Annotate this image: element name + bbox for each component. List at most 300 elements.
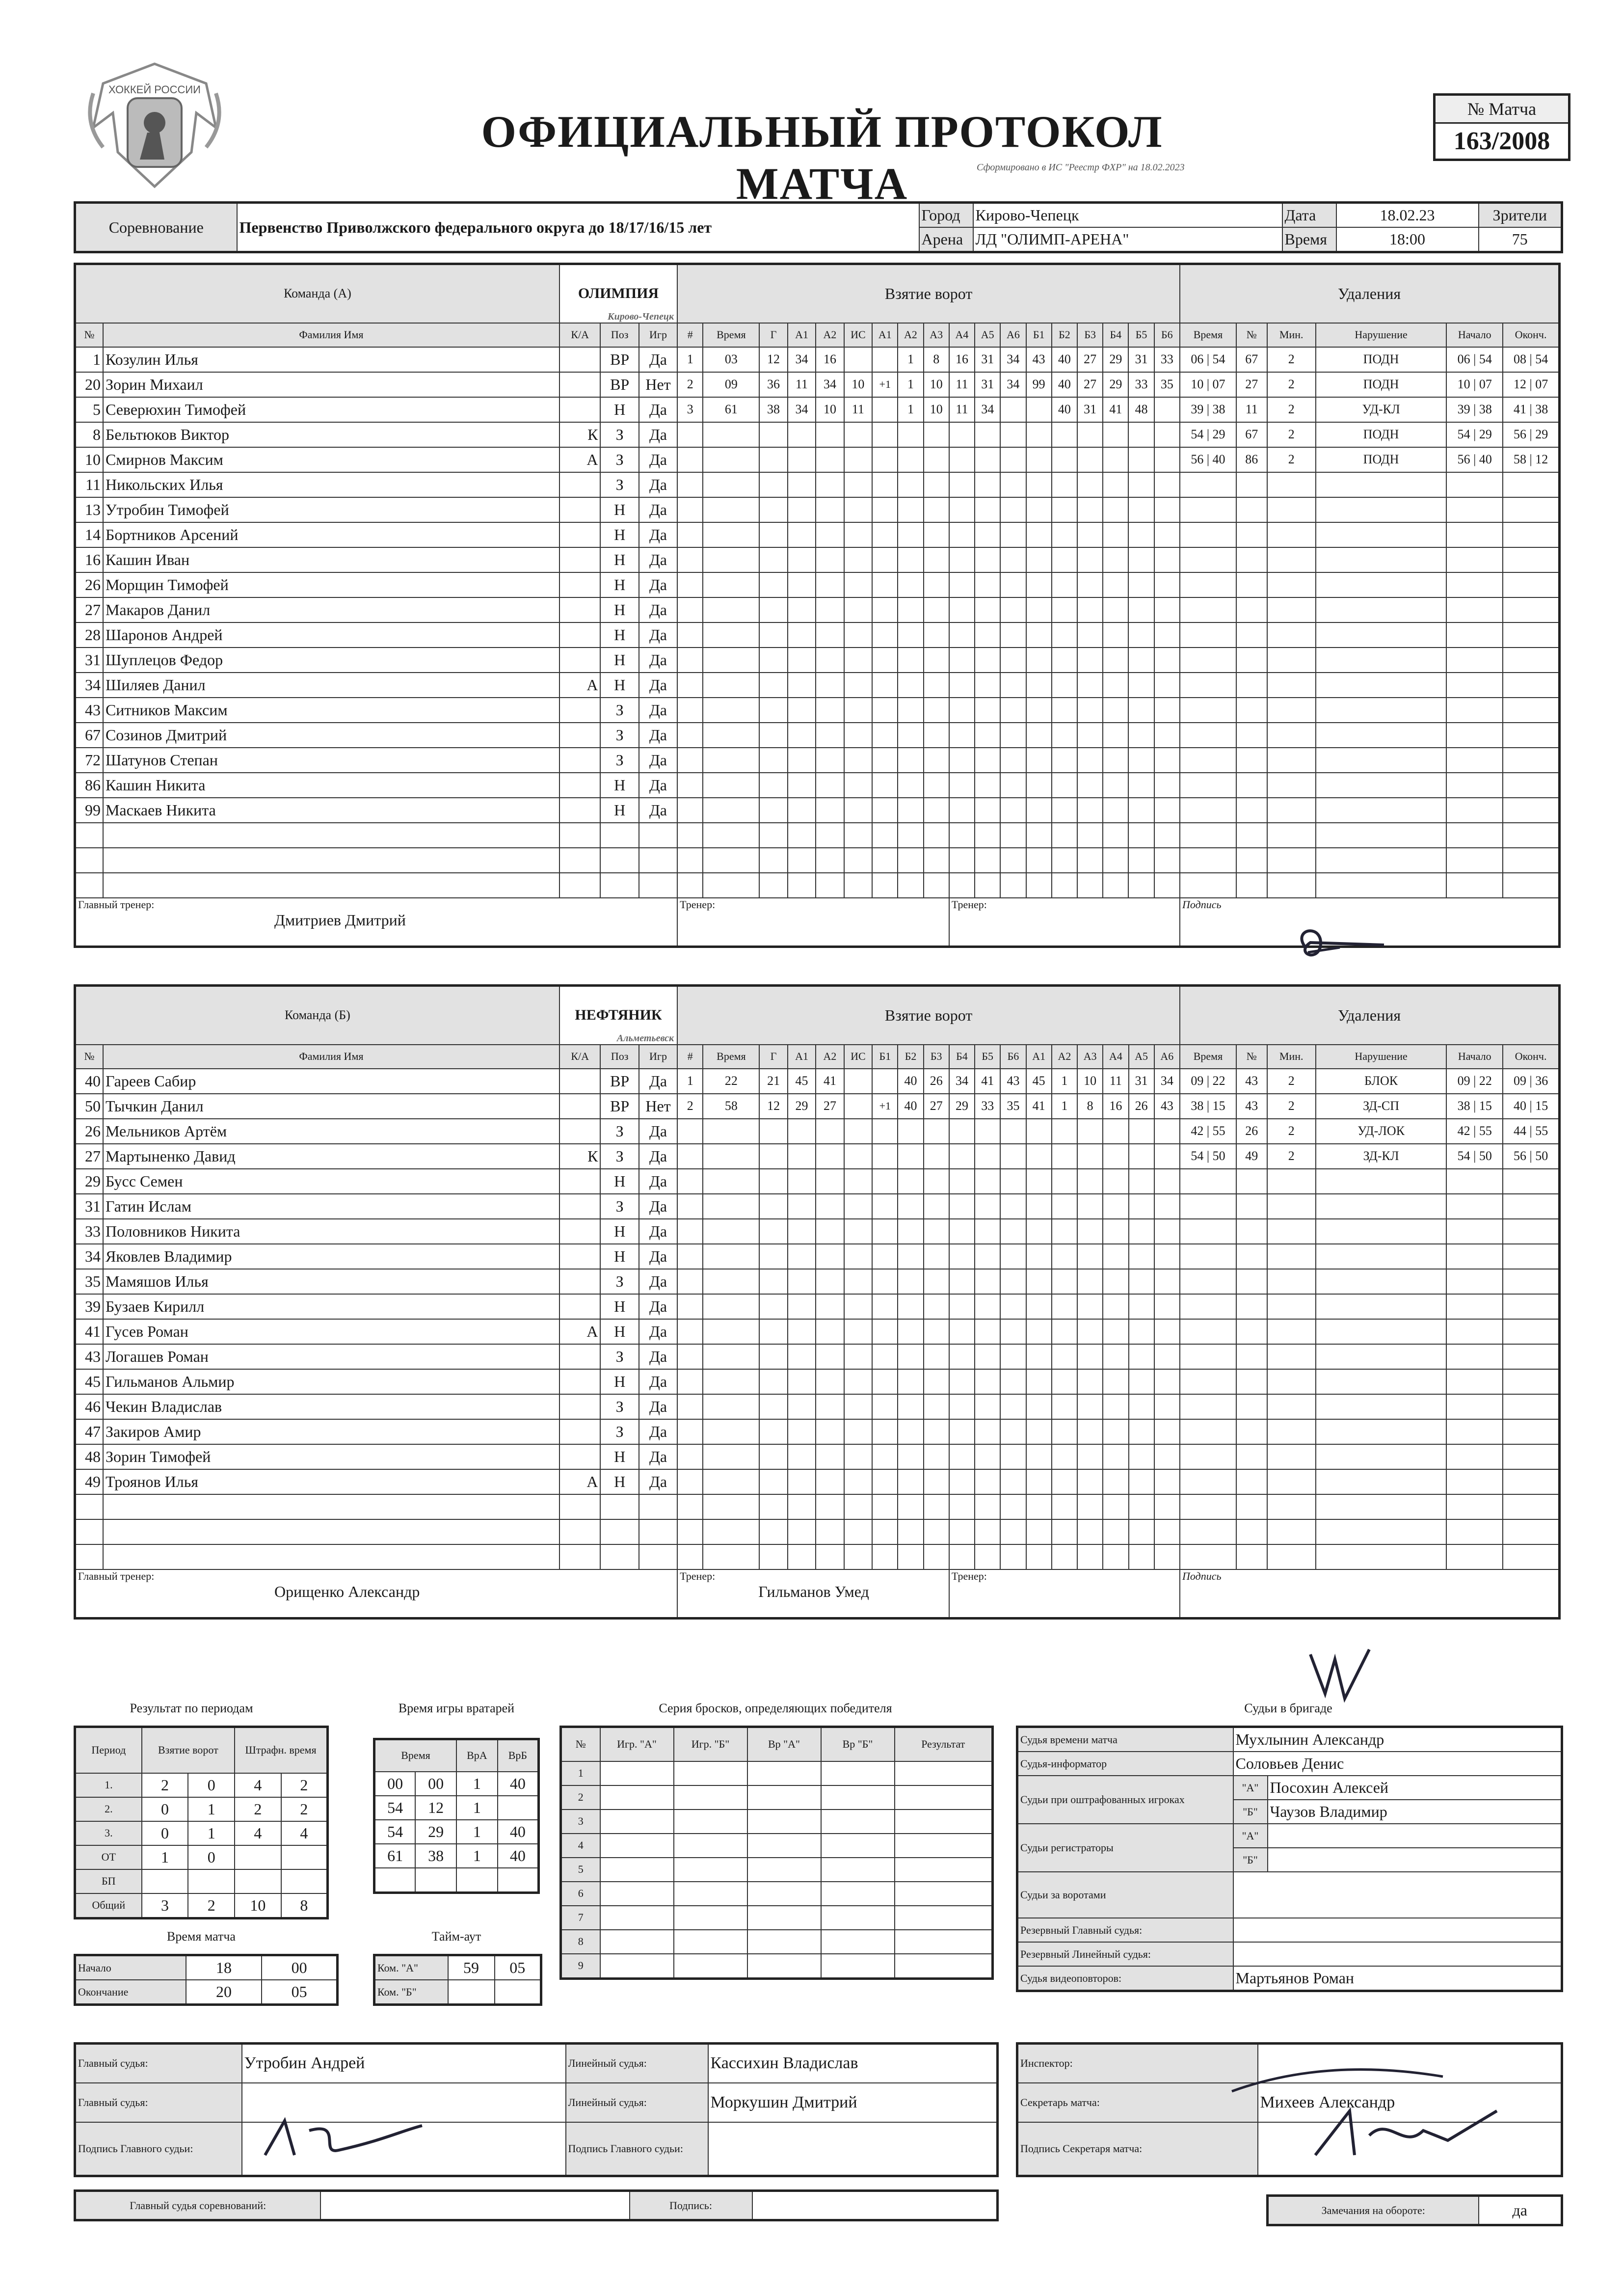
team_a-goal-cell (872, 748, 898, 773)
team_b-goal-cell (816, 1419, 844, 1444)
team_b-col-onice: А1 (1026, 1045, 1052, 1069)
team_a-row (75, 848, 1560, 873)
team_a-goal-cell (898, 648, 923, 673)
team_b-col-min: Мин. (1267, 1045, 1316, 1069)
team_b-goal-cell (844, 1069, 872, 1094)
team_b-penalty-cell (1180, 1494, 1236, 1519)
team_b-player-name: Половников Никита (103, 1219, 559, 1244)
team_a-goal-cell (816, 597, 844, 622)
team_a-penalty-sec: 07 (1212, 377, 1225, 391)
team_b-row (75, 1119, 1560, 1144)
team_a-goal-cell (898, 823, 923, 848)
team_b-goal-cell (1026, 1394, 1052, 1419)
team_b-signature-cell (1180, 1569, 1560, 1619)
team_a-goal-cell (1000, 648, 1026, 673)
team_b-player-number: 43 (75, 1344, 103, 1369)
team_b-goal-cell (975, 1369, 1000, 1394)
team_b-goal-cell (898, 1494, 923, 1519)
team_a-goal-cell (872, 723, 898, 748)
team_a-goal-cell (703, 673, 759, 698)
shootout-cell (895, 1761, 993, 1785)
team_b-player-role (559, 1219, 601, 1244)
team_a-goal-cell (844, 597, 872, 622)
team_a-player-role (559, 372, 601, 397)
team_a-goal-cell (1154, 522, 1180, 547)
team_b-penalty-time: 54 | 50 (1180, 1144, 1236, 1169)
team_b-goal-cell (924, 1344, 949, 1369)
team_b-penalty-cell (1446, 1444, 1503, 1469)
team_b-col-onice: А2 (1052, 1045, 1077, 1069)
team_b-penalty-start-sec: 22 (1479, 1074, 1492, 1088)
team_a-goal-cell (1128, 522, 1154, 547)
team_b-penalty-cell (1446, 1419, 1503, 1444)
team_a-player-role (559, 873, 601, 898)
shootout-cell (821, 1858, 895, 1882)
team_b-goal-cell (788, 1319, 816, 1344)
team_a-col-onice: А6 (1000, 323, 1026, 347)
team_a-goal-cell (1154, 648, 1180, 673)
team_b-goal-cell (1103, 1344, 1128, 1369)
team_b-penalty-time: 09 | 22 (1180, 1069, 1236, 1094)
team_b-goal-cell (1000, 1319, 1026, 1344)
team_a-goal-cell (1103, 472, 1128, 497)
team_a-player-name: Шуплецов Федор (103, 648, 559, 673)
team_b-penalty-offence: ЗД-СП (1316, 1094, 1446, 1119)
team_b-goal-cell (816, 1369, 844, 1394)
team_b-goal-cell (1129, 1269, 1154, 1294)
team_a-goal-cell (1128, 447, 1154, 472)
team_b-penalty-end: 56 | 50 (1503, 1144, 1559, 1169)
team_b-penalty-cell (1503, 1344, 1559, 1369)
team_a-goal-cell: 29 (1103, 372, 1128, 397)
team_a-goal-cell (975, 823, 1000, 848)
announcer-label: Судья-информатор (1017, 1752, 1233, 1776)
shootout-number: 5 (561, 1858, 600, 1882)
team_b-goal-cell (975, 1394, 1000, 1419)
team_a-player-role (559, 472, 601, 497)
team_b-goal-cell (975, 1144, 1000, 1169)
team_b-goal-cell (1052, 1219, 1077, 1244)
team_b-player-number: 31 (75, 1194, 103, 1219)
team_b-goal-cell (1129, 1169, 1154, 1194)
team_a-penalty-cell (1267, 848, 1316, 873)
team_a-penalty-cell (1236, 472, 1267, 497)
team_a-goal-cell (703, 472, 759, 497)
period-cell (281, 1869, 328, 1893)
team_b-goal-cell (924, 1219, 949, 1244)
team_b-player-position: Н (600, 1294, 639, 1319)
team_b-row (75, 1169, 1560, 1194)
team_b-penalty-end-min: 56 (1514, 1149, 1526, 1163)
team_b-penalty-cell (1267, 1419, 1316, 1444)
team_b-col-onice: Б4 (949, 1045, 975, 1069)
team_a-goal-cell (872, 422, 898, 447)
team_a-goal-cell (975, 723, 1000, 748)
team_a-goal-cell (898, 547, 923, 572)
team_a-goal-cell (1077, 547, 1103, 572)
matchtime-title: Время матча (167, 1929, 236, 1944)
team_a-goal-cell (1052, 522, 1077, 547)
team_a-goal-cell (1000, 472, 1026, 497)
team_a-penalty-end: 08 | 54 (1503, 347, 1559, 372)
team_b-goal-cell (1154, 1194, 1180, 1219)
team_a-penalty-player: 67 (1236, 347, 1267, 372)
team_b-row (75, 1494, 1560, 1519)
team_a-goal-cell (1052, 597, 1077, 622)
team_b-player-name: Гареев Сабир (103, 1069, 559, 1094)
team_b-penalty-cell (1236, 1244, 1267, 1269)
team_a-player-position: Н (600, 622, 639, 648)
team_b-row (75, 1544, 1560, 1569)
team_b-goal-cell (872, 1269, 898, 1294)
team_b-penalty-player: 49 (1236, 1144, 1267, 1169)
team_a-goal-cell: 1 (898, 397, 923, 422)
shootout-cell (821, 1930, 895, 1954)
team_a-penalty-cell (1267, 773, 1316, 798)
team_a-penalty-cell (1446, 547, 1503, 572)
team_a-goal-cell (816, 873, 844, 898)
team_a-goal-cell (898, 447, 923, 472)
team_b-goal-cell: 2 (677, 1094, 703, 1119)
team_b-player-name: Бусс Семен (103, 1169, 559, 1194)
team_a-goal-cell (975, 673, 1000, 698)
team_b-label: Команда (Б) (75, 986, 559, 1045)
team_a-player-name: Морщин Тимофей (103, 572, 559, 597)
team_b-penalty-cell (1503, 1319, 1559, 1344)
team_b-goal-cell: 35 (1000, 1094, 1026, 1119)
reserve-line (1233, 1942, 1562, 1966)
team_a-penalty-start-min: 10 (1457, 377, 1470, 391)
team_a-penalty-end: 58 | 12 (1503, 447, 1559, 472)
team_a-goal-cell (872, 873, 898, 898)
team_b-player-role (559, 1294, 601, 1319)
team_a-goal-cell (949, 572, 975, 597)
team_a-goal-cell (816, 798, 844, 823)
team_b-penalty-minutes: 2 (1267, 1069, 1316, 1094)
team_b-penalty-cell (1180, 1394, 1236, 1419)
team_b-goal-cell (1000, 1444, 1026, 1469)
team_a-goal-cell (1103, 597, 1128, 622)
team_b-goal-cell (703, 1394, 759, 1419)
team_a-goal-cell (1026, 648, 1052, 673)
competition-name: Первенство Приволжского федерального округа до 18/17/16/15 лет (237, 203, 919, 252)
team_b-goal-cell (1077, 1369, 1103, 1394)
period-row (75, 1845, 328, 1869)
team_b-player-name: Мамяшов Илья (103, 1269, 559, 1294)
team_a-goal-cell (924, 798, 949, 823)
team_a-goal-cell (1128, 773, 1154, 798)
goalkeepers-title: Время игры вратарей (398, 1701, 515, 1715)
shootout-row (561, 1761, 993, 1785)
spectators-label: Зрители (1479, 203, 1562, 228)
team_a-goal-cell (788, 447, 816, 472)
team_a-goal-cell (1154, 748, 1180, 773)
gk-cell: 1 (456, 1796, 498, 1820)
team_b-player-position: Н (600, 1219, 639, 1244)
team_a-goal-cell (975, 597, 1000, 622)
team_a-goal-cell (844, 648, 872, 673)
gk-row (374, 1844, 539, 1868)
team_b-head-coach (75, 1569, 678, 1619)
team_a-penalty-cell (1267, 798, 1316, 823)
team_b-penalty-end: 44 | 55 (1503, 1119, 1559, 1144)
shootout-header: Игр. "Б" (674, 1727, 747, 1761)
team_a-goal-cell (898, 723, 923, 748)
shootout-cell (600, 1810, 674, 1834)
team_b-penalty-cell (1316, 1394, 1446, 1419)
team_a-goal-cell (1077, 773, 1103, 798)
team_b-goal-cell (1129, 1219, 1154, 1244)
team_a-penalty-cell (1180, 673, 1236, 698)
goal-judges-label: Судьи за воротами (1017, 1872, 1233, 1918)
team_a-penalty-cell (1446, 572, 1503, 597)
team_b-goal-cell (816, 1219, 844, 1244)
team_a-penalty-cell (1267, 698, 1316, 723)
team_b-goal-cell (1103, 1494, 1128, 1519)
team_b-goal-cell (1052, 1319, 1077, 1344)
team_a-goal-cell (949, 698, 975, 723)
team_b-goal-cell (1052, 1269, 1077, 1294)
team_a-goal-cell (1077, 447, 1103, 472)
team_a-goal-cell (1000, 547, 1026, 572)
team_b-goal-cell (924, 1544, 949, 1569)
team_b-goal-cell (1077, 1444, 1103, 1469)
shootout-cell (821, 1882, 895, 1906)
team_a-goal-cell (924, 873, 949, 898)
team_a-goal-cell (788, 673, 816, 698)
team_a-goal-cell (872, 648, 898, 673)
team_b-player-played: Да (639, 1469, 677, 1494)
team_a-goal-cell: 61 (703, 397, 759, 422)
team_a-goal-cell (703, 848, 759, 873)
shootout-header: Игр. "А" (600, 1727, 674, 1761)
team_b-col-onice: А3 (1077, 1045, 1103, 1069)
team_b-penalty-cell (1446, 1369, 1503, 1394)
timeout-b-minute (448, 1980, 495, 2005)
team_a-player-number (75, 848, 103, 873)
gk-cell: 1 (456, 1772, 498, 1796)
team_b-goal-cell (872, 1119, 898, 1144)
team_a-goal-cell (844, 798, 872, 823)
city-label: Город (919, 203, 973, 228)
team_b-penalty-cell (1446, 1269, 1503, 1294)
team_a-goal-cell (898, 773, 923, 798)
team_a-goal-cell (759, 648, 787, 673)
team_b-goal-cell (949, 1394, 975, 1419)
team_b-goal-cell (975, 1344, 1000, 1369)
team_a-goal-cell (677, 472, 703, 497)
team_a-goal-cell (1077, 497, 1103, 522)
team_b-penalty-cell (1316, 1494, 1446, 1519)
period-cell: 3. (75, 1821, 142, 1845)
team_b-player-role (559, 1244, 601, 1269)
team_b-penalty-cell (1267, 1319, 1316, 1344)
team_a-player-number: 10 (75, 447, 103, 472)
team_a-player-role (559, 597, 601, 622)
shootout-cell (747, 1810, 821, 1834)
team_b-penalty-cell (1316, 1169, 1446, 1194)
team_a-goal-cell (677, 698, 703, 723)
team_b-row (75, 1344, 1560, 1369)
team_b-goal-cell (677, 1419, 703, 1444)
team_b-goal-cell (788, 1169, 816, 1194)
team_b-penalty-cell (1180, 1419, 1236, 1444)
team_a-player-played: Да (639, 673, 677, 698)
team_b-goal-cell (703, 1369, 759, 1394)
team_a-goal-cell: 03 (703, 347, 759, 372)
team_a-goal-cell (1052, 497, 1077, 522)
team_a-goal-cell: 10 (924, 397, 949, 422)
team_b-penalty-sec: 22 (1212, 1074, 1225, 1088)
team_a-player-position: Н (600, 597, 639, 622)
periods-title: Результат по периодам (130, 1701, 253, 1715)
team_a-goal-cell (1077, 823, 1103, 848)
team_a-penalty-cell (1180, 648, 1236, 673)
team_a-goal-cell (1000, 572, 1026, 597)
team_a-penalty-cell (1267, 748, 1316, 773)
team_b-goal-cell (924, 1144, 949, 1169)
team_a-penalty-cell (1503, 547, 1559, 572)
team_a-goal-cell (1128, 547, 1154, 572)
team_a-col-ptime: Время (1180, 323, 1236, 347)
team_b-goal-cell (1129, 1119, 1154, 1144)
team_a-player-number: 8 (75, 422, 103, 447)
competition-sign-label: Подпись: (630, 2191, 752, 2220)
team_a-goal-cell (788, 547, 816, 572)
team_a-player-number: 27 (75, 597, 103, 622)
team_b-col-onice: Б6 (1000, 1045, 1026, 1069)
team_b-goal-cell (1077, 1319, 1103, 1344)
team_b-penalty-cell (1236, 1519, 1267, 1544)
team_a-player-position: З (600, 698, 639, 723)
team_a-col-no: № (75, 323, 103, 347)
date: 18.02.23 (1336, 203, 1479, 228)
team_b-goal-cell (872, 1544, 898, 1569)
team_a-player-position: Н (600, 798, 639, 823)
team_a-goal-cell (759, 848, 787, 873)
team_a-goal-cell (788, 698, 816, 723)
team_a-goal-cell (788, 597, 816, 622)
team_a-goal-cell (949, 848, 975, 873)
team_b-row (75, 1394, 1560, 1419)
shootout-header: Вр "Б" (821, 1727, 895, 1761)
shootout-number: 2 (561, 1785, 600, 1810)
team_a-goal-cell (703, 497, 759, 522)
team_a-col-onice: Б6 (1154, 323, 1180, 347)
team_b-goal-cell (788, 1544, 816, 1569)
team_a-goal-cell (1000, 673, 1026, 698)
team_a-penalty-start-min: 06 (1457, 352, 1470, 366)
team_b-goal-cell (975, 1244, 1000, 1269)
team_b-goal-cell (975, 1469, 1000, 1494)
team_b-goal-cell (1026, 1219, 1052, 1244)
team_a-goal-cell (1026, 597, 1052, 622)
team_b-goal-cell (1154, 1544, 1180, 1569)
shootout-cell (821, 1954, 895, 1979)
team_a-goal-cell (1154, 673, 1180, 698)
team_a-goal-cell (703, 723, 759, 748)
team_b-goal-cell (816, 1294, 844, 1319)
team_a-goal-cell (844, 673, 872, 698)
team_b-player-played: Да (639, 1219, 677, 1244)
team_b-goal-cell (975, 1194, 1000, 1219)
team_b-goal-cell (924, 1444, 949, 1469)
period-row (75, 1773, 328, 1797)
team_b-goal-cell (844, 1469, 872, 1494)
team_a-penalty-cell (1180, 698, 1236, 723)
team_a-goal-cell (844, 472, 872, 497)
team_a-goal-cell (1026, 622, 1052, 648)
team_b-row (75, 1319, 1560, 1344)
team_b-penalty-cell (1236, 1494, 1267, 1519)
start-time: 18:00 (1336, 227, 1479, 252)
team_b-goal-cell (844, 1544, 872, 1569)
team_b-goal-cell (844, 1269, 872, 1294)
team_b-goal-cell (1103, 1469, 1128, 1494)
team_b-player-position: З (600, 1344, 639, 1369)
team_a-penalty-time: 06 | 54 (1180, 347, 1236, 372)
team_b-goal-cell (1129, 1319, 1154, 1344)
team_b-player-position: З (600, 1419, 639, 1444)
team_a-goal-cell (1052, 422, 1077, 447)
team_a-penalty-cell (1236, 873, 1267, 898)
team_b-goal-cell (1154, 1394, 1180, 1419)
team_b-player-number: 45 (75, 1369, 103, 1394)
shootout-row (561, 1954, 993, 1979)
team_a-penalty-start-sec: 54 (1479, 352, 1492, 366)
team_a-goal-cell (975, 798, 1000, 823)
team_b-penalty-cell (1316, 1544, 1446, 1569)
shootout-cell (747, 1882, 821, 1906)
team_a-goal-cell (898, 873, 923, 898)
team_a-goal-cell (1026, 798, 1052, 823)
team_a-goal-cell (1077, 748, 1103, 773)
team_a-goal-cell (1128, 472, 1154, 497)
period-cell: 4 (235, 1773, 281, 1797)
team_a-penalty-cell (1267, 622, 1316, 648)
period-cell (188, 1869, 235, 1893)
shootout-cell (747, 1954, 821, 1979)
team_a-penalty-end-sec: 12 (1535, 452, 1548, 466)
team_a-penalty-cell (1236, 673, 1267, 698)
team_b-goal-cell (788, 1194, 816, 1219)
team_b-player-number: 46 (75, 1394, 103, 1419)
team_a-penalties-header: Удаления (1180, 264, 1560, 323)
team_a-goal-cell (872, 597, 898, 622)
gk-cell: 1 (456, 1844, 498, 1868)
team_b-goal-cell (677, 1344, 703, 1369)
team_a-penalty-cell (1267, 597, 1316, 622)
team_a-goal-cell: 33 (1154, 347, 1180, 372)
team_b-goal-cell (1052, 1469, 1077, 1494)
team_b-player-position (600, 1519, 639, 1544)
period-cell (235, 1845, 281, 1869)
team_a-col-onice: Б2 (1052, 323, 1077, 347)
team_a-player-played: Да (639, 347, 677, 372)
team_a-goal-cell (703, 522, 759, 547)
team_b-goal-cell (759, 1194, 787, 1219)
team_a-goal-cell (759, 472, 787, 497)
team_b-goal-cell (1000, 1169, 1026, 1194)
team_b-goal-cell (1154, 1144, 1180, 1169)
team_b-goal-cell (816, 1444, 844, 1469)
period-cell: Общий (75, 1893, 142, 1918)
team_a-penalty-cell (1446, 873, 1503, 898)
announcer: Соловьев Денис (1233, 1752, 1562, 1776)
team_b-player-played: Да (639, 1194, 677, 1219)
team_a-goal-cell (924, 447, 949, 472)
team_a-penalty-min: 06 (1191, 352, 1204, 366)
